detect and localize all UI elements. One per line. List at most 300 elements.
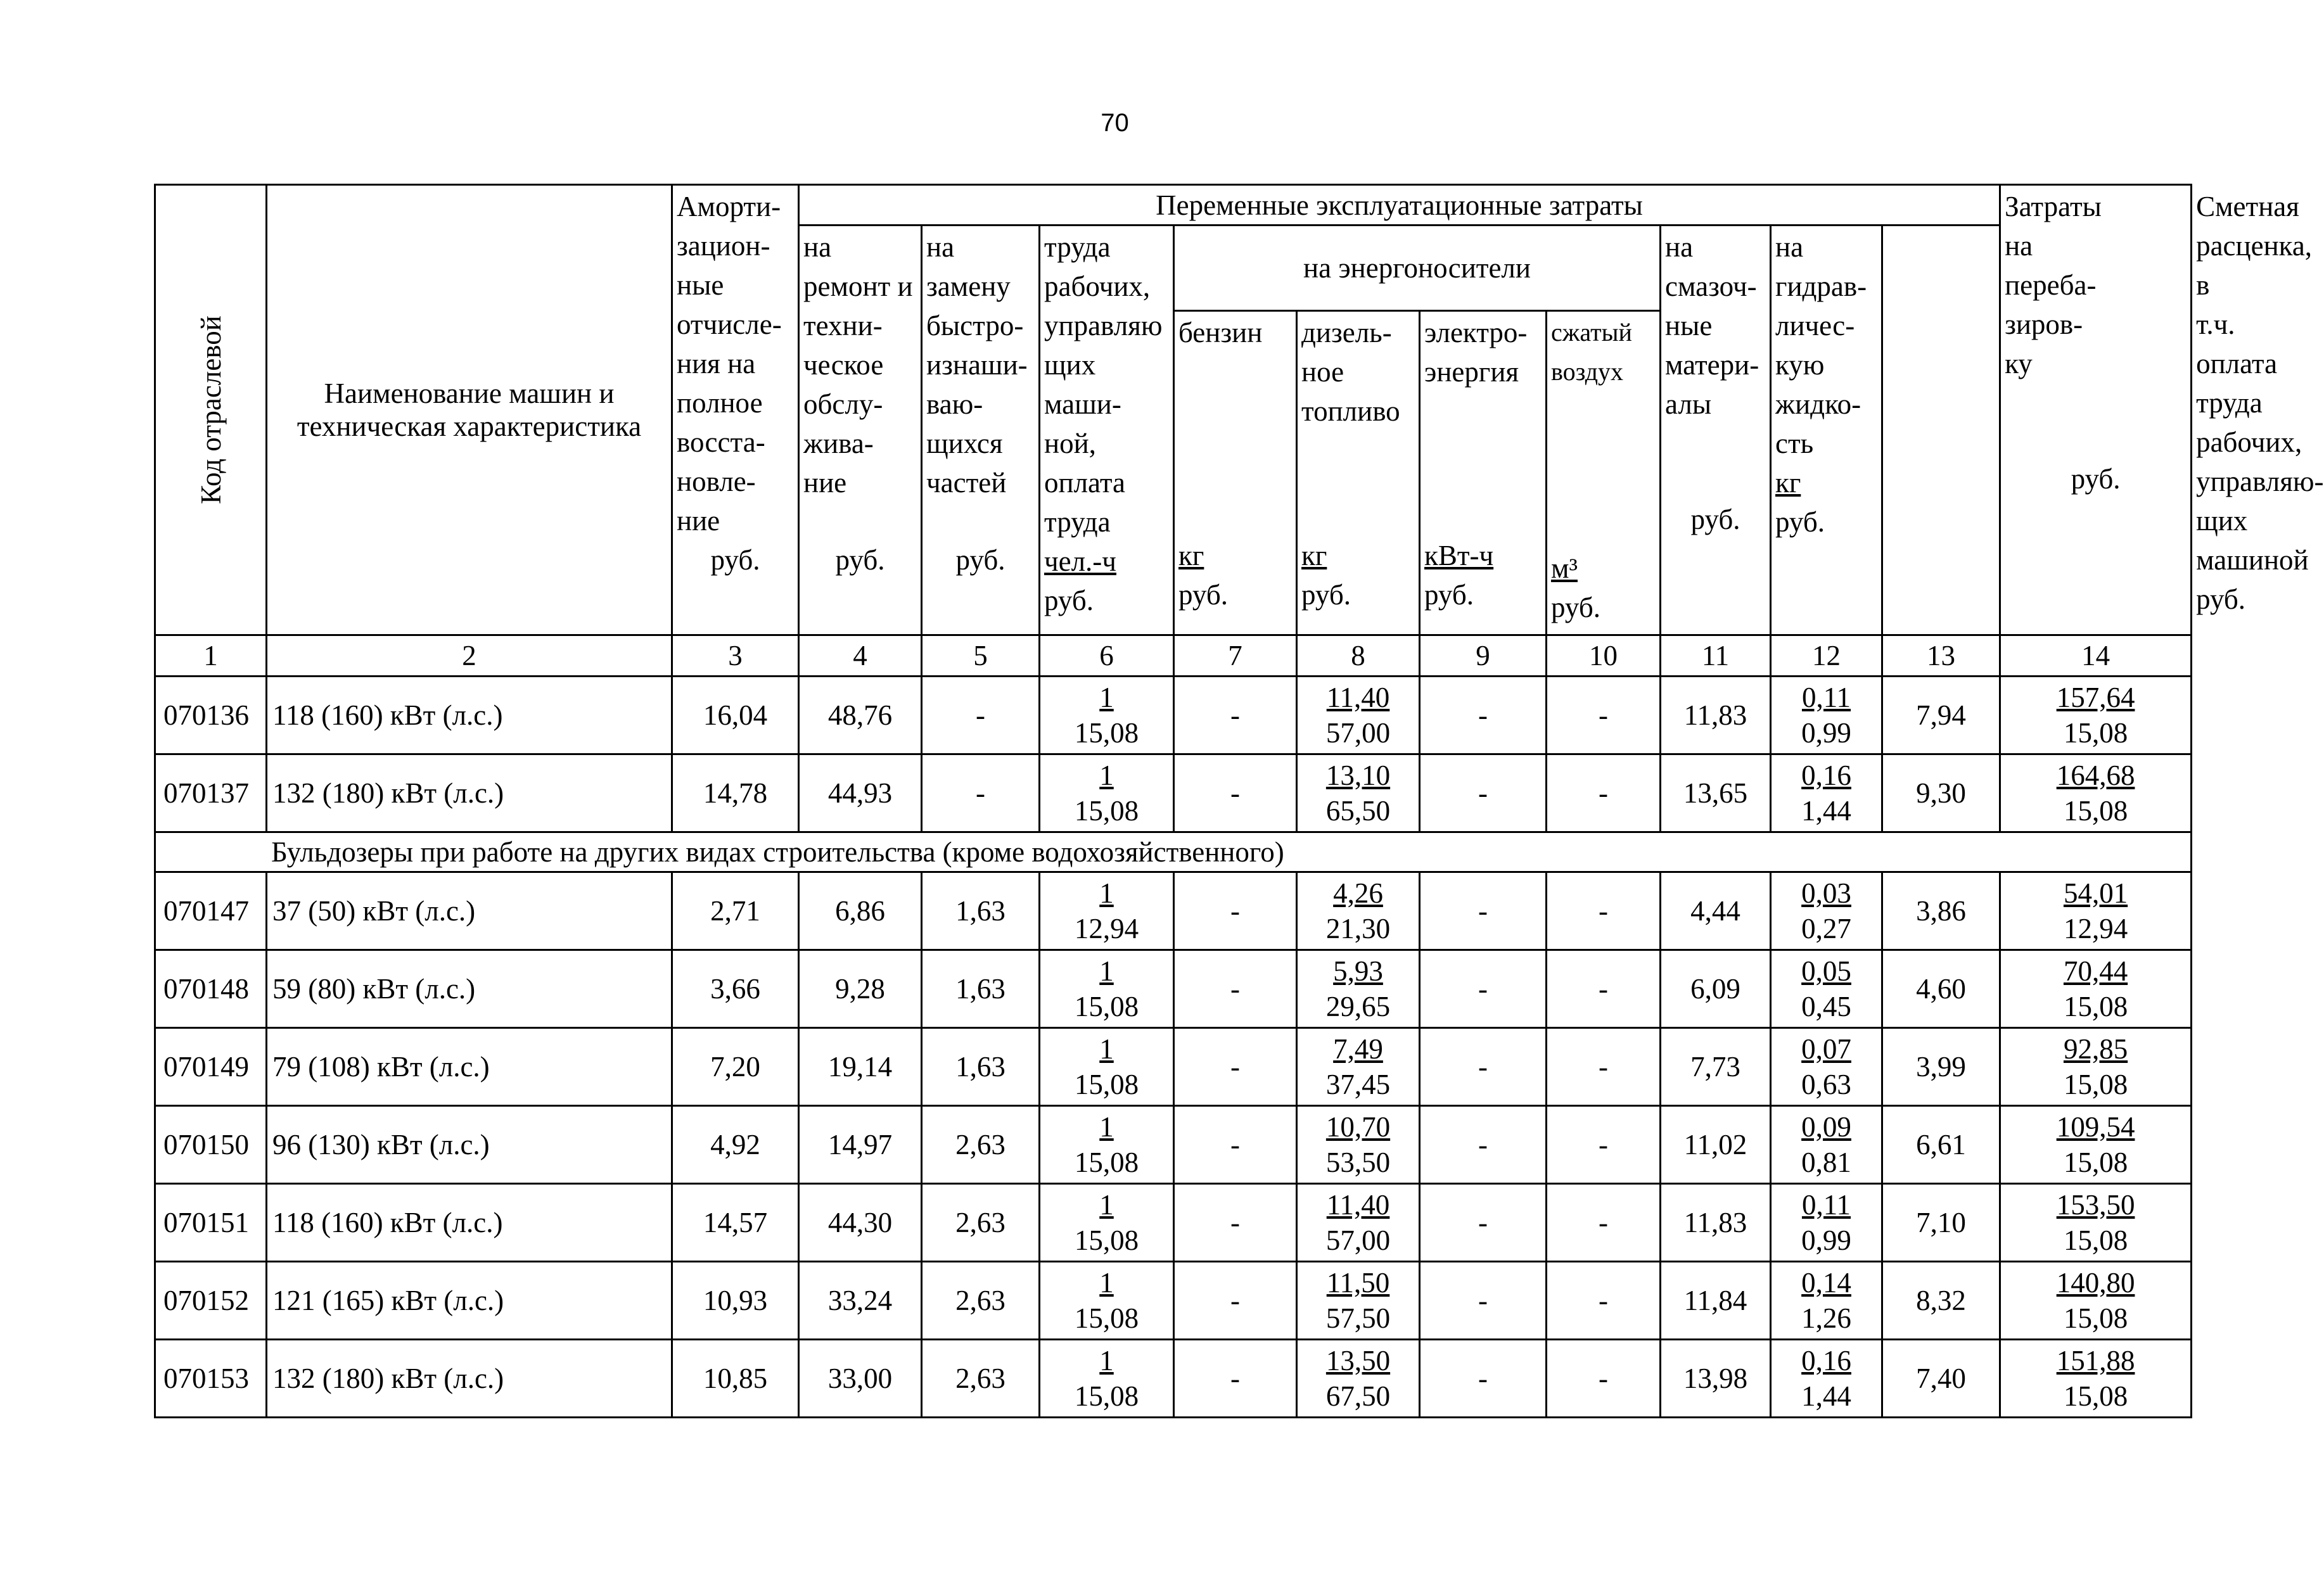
- cell-air: -: [1547, 1184, 1661, 1262]
- column-number: 9: [1420, 635, 1547, 677]
- header-electro-unit-top: кВт-ч: [1424, 539, 1494, 571]
- header-line: смазоч-: [1665, 270, 1757, 302]
- header-name: [267, 185, 672, 635]
- cell-hydraulic-bottom: 0,27: [1801, 913, 1851, 944]
- cell-name: 59 (80) кВт (л.с.): [267, 950, 672, 1028]
- header-hydraulic-lines: [1775, 227, 1877, 463]
- header-hydraulic: [1771, 226, 1882, 635]
- header-petrol-unit-bottom: руб.: [1178, 578, 1228, 611]
- header-labor-unit-top: чел.-ч: [1044, 545, 1116, 577]
- cell-code: 070149: [155, 1028, 267, 1106]
- header-line: ние: [803, 467, 847, 499]
- cell-estimate-fraction: [2057, 1109, 2135, 1180]
- table-row: [155, 677, 2192, 754]
- cell-diesel: [1297, 1184, 1420, 1262]
- cell-code: 070152: [155, 1262, 267, 1340]
- cell-air: -: [1547, 950, 1661, 1028]
- cell-petrol: -: [1174, 1028, 1297, 1106]
- cell-hydraulic-fraction: [1801, 1031, 1851, 1102]
- column-number: 2: [267, 635, 672, 677]
- header-line: ваю-: [926, 388, 983, 420]
- cell-electro: -: [1420, 1340, 1547, 1418]
- header-parts-unit: руб.: [955, 544, 1006, 576]
- cell-hydraulic-top: 0,09: [1801, 1111, 1851, 1143]
- cell-code: 070150: [155, 1106, 267, 1184]
- cell-amortization: 4,92: [672, 1106, 799, 1184]
- cell-petrol: -: [1174, 1184, 1297, 1262]
- cell-name: 121 (165) кВт (л.с.): [267, 1262, 672, 1340]
- header-diesel-lines: [1301, 313, 1415, 431]
- cell-electro: -: [1420, 1184, 1547, 1262]
- cell-estimate-top: 92,85: [2063, 1033, 2128, 1065]
- header-repair-lines: [803, 227, 917, 502]
- header-amortization-lines: [677, 187, 794, 540]
- cell-hydraulic: [1771, 950, 1882, 1028]
- header-line: частей: [926, 467, 1007, 499]
- cell-hydraulic: [1771, 1262, 1882, 1340]
- header-line: ку: [2005, 348, 2033, 379]
- cell-labor-top: 1: [1099, 1111, 1114, 1143]
- header-air-unit-bottom: руб.: [1551, 591, 1600, 623]
- cell-petrol: -: [1174, 677, 1297, 754]
- header-lubricants-lines: [1665, 227, 1766, 424]
- cell-labor-fraction: [1075, 1265, 1139, 1336]
- table-row: [155, 1106, 2192, 1184]
- header-line: техни-: [803, 310, 883, 341]
- column-number: 13: [1882, 635, 2000, 677]
- cell-estimate: [2000, 1340, 2192, 1418]
- cell-lubricants: 7,73: [1661, 1028, 1771, 1106]
- cell-labor-bottom: 15,08: [1074, 1302, 1139, 1334]
- header-line: замену: [926, 270, 1011, 302]
- cell-labor-fraction: [1075, 1343, 1139, 1414]
- header-line: ческое: [803, 349, 884, 381]
- header-labor-unit-bottom: руб.: [1044, 585, 1094, 616]
- cell-estimate-fraction: [2057, 1187, 2135, 1258]
- header-line: алы: [1665, 388, 1712, 420]
- cell-labor-fraction: [1075, 1031, 1139, 1102]
- cell-estimate-top: 157,64: [2056, 682, 2135, 713]
- header-line: дизель-: [1301, 316, 1392, 348]
- header-line: гидрав-: [1775, 270, 1867, 302]
- header-relocation-unit: руб.: [2071, 463, 2121, 495]
- cell-diesel-bottom: 57,50: [1325, 1302, 1391, 1334]
- header-line: жидко-: [1775, 388, 1861, 420]
- cell-hydraulic-bottom: 0,99: [1801, 1224, 1851, 1256]
- cell-parts: -: [922, 677, 1040, 754]
- cell-name: 96 (130) кВт (л.с.): [267, 1106, 672, 1184]
- cell-hydraulic: [1771, 1184, 1882, 1262]
- cell-labor-fraction: [1075, 875, 1139, 946]
- cell-estimate: [2000, 1262, 2192, 1340]
- cell-diesel-fraction: [1326, 1265, 1390, 1336]
- header-line: электро-: [1424, 316, 1528, 348]
- cell-hydraulic-fraction: [1801, 680, 1851, 751]
- header-line: изнаши-: [926, 349, 1028, 381]
- header-line: отчисле-: [677, 308, 782, 340]
- cell-estimate-top: 153,50: [2056, 1189, 2135, 1221]
- header-repair-unit: руб.: [835, 544, 885, 576]
- cell-hydraulic-bottom: 0,99: [1801, 717, 1851, 749]
- header-line: жива-: [803, 428, 874, 459]
- cell-name: 118 (160) кВт (л.с.): [267, 1184, 672, 1262]
- cell-estimate-top: 151,88: [2056, 1345, 2135, 1376]
- cell-estimate: [2000, 872, 2192, 950]
- cell-air: -: [1547, 1262, 1661, 1340]
- header-line: щих: [1044, 349, 1096, 381]
- cell-diesel-bottom: 21,30: [1325, 913, 1391, 944]
- header-line: Затраты: [2005, 191, 2102, 222]
- cell-hydraulic-top: 0,03: [1801, 877, 1851, 909]
- header-petrol-text: бензин: [1178, 316, 1263, 348]
- cell-diesel: [1297, 1340, 1420, 1418]
- column-number: 12: [1771, 635, 1882, 677]
- cell-petrol: -: [1174, 1340, 1297, 1418]
- cell-diesel-top: 5,93: [1333, 955, 1383, 987]
- header-labor: [1040, 226, 1174, 635]
- header-relocation: [2000, 185, 2192, 635]
- cell-amortization: 14,78: [672, 754, 799, 832]
- cell-amortization: 16,04: [672, 677, 799, 754]
- header-parts-lines: [926, 227, 1035, 502]
- cell-lubricants: 6,09: [1661, 950, 1771, 1028]
- cell-labor-top: 1: [1099, 760, 1114, 791]
- cell-labor-fraction: [1075, 953, 1139, 1024]
- cell-labor: [1040, 1184, 1174, 1262]
- cell-labor-top: 1: [1099, 1267, 1114, 1299]
- cell-diesel-fraction: [1326, 1109, 1390, 1180]
- header-line: восста-: [677, 426, 765, 458]
- cell-amortization: 7,20: [672, 1028, 799, 1106]
- cell-estimate-fraction: [2057, 1343, 2135, 1414]
- table-row: [155, 754, 2192, 832]
- cell-electro: -: [1420, 677, 1547, 754]
- header-petrol: [1174, 310, 1297, 635]
- cell-labor-bottom: 15,08: [1074, 1147, 1139, 1178]
- cell-electro: -: [1420, 1262, 1547, 1340]
- cell-estimate-fraction: [2057, 680, 2135, 751]
- cell-labor-bottom: 15,08: [1074, 1069, 1139, 1100]
- cell-repair: 6,86: [799, 872, 922, 950]
- header-line: ния на: [677, 348, 756, 379]
- cell-hydraulic: [1771, 754, 1882, 832]
- column-number: 8: [1297, 635, 1420, 677]
- cell-lubricants: 11,83: [1661, 1184, 1771, 1262]
- header-line: на: [803, 231, 832, 263]
- cell-estimate-fraction: [2064, 953, 2128, 1024]
- page-number: 70: [1101, 109, 1129, 137]
- table-row: [155, 1262, 2192, 1340]
- cell-lubricants: 11,02: [1661, 1106, 1771, 1184]
- cell-repair: 44,30: [799, 1184, 922, 1262]
- cell-diesel-fraction: [1326, 1343, 1390, 1414]
- cell-labor-bottom: 15,08: [1074, 717, 1139, 749]
- cell-diesel-bottom: 57,00: [1325, 1224, 1391, 1256]
- header-diesel: [1297, 310, 1420, 635]
- cell-estimate: [2000, 1106, 2192, 1184]
- cell-diesel: [1297, 754, 1420, 832]
- cell-relocation: 3,86: [1882, 872, 2000, 950]
- header-labor-lines: [1044, 227, 1169, 542]
- header-hydraulic-unit-top: кг: [1775, 467, 1801, 499]
- header-air: [1547, 310, 1661, 635]
- cell-hydraulic-fraction: [1801, 1187, 1851, 1258]
- column-number: 10: [1547, 635, 1661, 677]
- machine-cost-table: Код отраслевой Наименование машин и техническая характеристика Аморти- зацион- ные отчисле- ния на полное восста- новле- ние руб. Переменные эксплуатационные затраты Затраты на переба- зиров- ку руб. Сметная расценка, в т.ч. оплата труда рабочих, управляю- щих машиной руб. на ремонт и техни- ческое обслу- жива- ние руб. на замену быстро- изнаши- ваю- щихся частей руб. труда рабочих, управляю щих маши- ной, оплата труда чел.-ч руб. на энергоносители на смазоч- ные матери- алы руб. на гидрав- личес- кую жидко- сть кг руб. бензин кг руб. дизель- ное топливо кг руб. электро- энергия кВт-ч руб. сжатый воздух м³ руб. 1 2 3 4 5 6 7 8 9 10 11 12 13 14 070136 118 (160) кВт (л.с.) 16,04 48,76 - $\frac{1}{15,08}$ - $\frac{11,40}{57,00}$ - - 11,83 $\frac{0,11}{0,99}$ 7,94 $\frac{157,64}{15,08}$ 070137 132 (180) кВт (л.с.) 14,78 44,93 - $\frac{1}{15,08}$ - $\frac{13,10}{65,50}$ - - 13,65 $\frac{0,16}{1,44}$ 9,30 $\frac{164,68}{15,08}$ Бульдозеры при работе на других видах строительства (кроме водохозяйственного) 070147 37 (50) кВт (л.с.) 2,71 6,86 1,63 $\frac{1}{12,94}$ - $\frac{4,26}{21,30}$ - - 4,44 $\frac{0,03}{0,27}$ 3,86 $\frac{54,01}{12,94}$ 070148 59 (80) кВт (л.с.) 3,66 9,28 1,63 $\frac{1}{15,08}$ - $\frac{5,93}{29,65}$ - - 6,09 $\frac{0,05}{0,45}$ 4,60 $\frac{70,44}{15,08}$ 070149 79 (108) кВт (л.с.) 7,20 19,14 1,63 $\frac{1}{15,08}$ - $\frac{7,49}{37,45}$ - - 7,73 $\frac{0,07}{0,63}$ 3,99 $\frac{92,85}{15,08}$ 070150 96 (130) кВт (л.с.) 4,92 14,97 2,63 $\frac{1}{15,08}$ - $\frac{10,70}{53,50}$ - - 11,02 $\frac{0,09}{0,81}$ 6,61 $\frac{109,54}{15,08}$ 070151 118 (160) кВт (л.с.) 14,57 44,30 2,63 $\frac{1}{15,08}$ - $\frac{11,40}{57,00}$ - - 11,83 $\frac{0,11}{0,99}$ 7,10 $\frac{153,50}{15,08}$ 070152 121 (165) кВт (л.с.) 10,93 33,24 2,63 $\frac{1}{15,08}$ - $\frac{11,50}{57,50}$ - - 11,84 $\frac{0,14}{1,26}$ 8,32 $\frac{140,80}{15,08}$ 070153 132 (180) кВт (л.с.) 10,85 33,00 2,63 $\frac{1}{15,08}$ - $\frac{13,50}{67,50}$ - - 13,98 $\frac{0,16}{1,44}$ 7,40 $\frac{151,88}{15,08}$: [154, 184, 2192, 1418]
- cell-amortization: 10,93: [672, 1262, 799, 1340]
- cell-hydraulic-bottom: 1,44: [1801, 1380, 1851, 1412]
- column-number: 1: [155, 635, 267, 677]
- header-line: сть: [1775, 428, 1814, 459]
- cell-labor-top: 1: [1099, 1189, 1114, 1221]
- cell-hydraulic: [1771, 1106, 1882, 1184]
- cell-air: -: [1547, 754, 1661, 832]
- cell-estimate: [2000, 1028, 2192, 1106]
- cell-labor-top: 1: [1099, 1033, 1114, 1065]
- cell-name: 118 (160) кВт (л.с.): [267, 677, 672, 754]
- cell-hydraulic-bottom: 0,45: [1801, 991, 1851, 1022]
- header-line: рабочих,: [1044, 270, 1151, 302]
- cell-parts: 2,63: [922, 1106, 1040, 1184]
- cell-estimate-bottom: 15,08: [2063, 795, 2128, 827]
- cell-relocation: 4,60: [1882, 950, 2000, 1028]
- header-petrol-unit-top: кг: [1178, 539, 1204, 571]
- cell-amortization: 14,57: [672, 1184, 799, 1262]
- cell-estimate-top: 140,80: [2056, 1267, 2135, 1299]
- cell-parts: -: [922, 754, 1040, 832]
- cell-estimate-bottom: 15,08: [2063, 717, 2128, 749]
- column-number: 14: [2000, 635, 2192, 677]
- column-number: 7: [1174, 635, 1297, 677]
- cell-estimate-bottom: 15,08: [2063, 1147, 2128, 1178]
- header-line: на: [1665, 231, 1694, 263]
- cell-hydraulic: [1771, 1340, 1882, 1418]
- cell-labor: [1040, 677, 1174, 754]
- cell-diesel-top: 13,50: [1325, 1345, 1391, 1376]
- cell-parts: 2,63: [922, 1262, 1040, 1340]
- cell-labor: [1040, 1340, 1174, 1418]
- cell-air: -: [1547, 1028, 1661, 1106]
- cell-repair: 33,00: [799, 1340, 922, 1418]
- column-number: 3: [672, 635, 799, 677]
- cell-estimate-top: 70,44: [2063, 955, 2128, 987]
- cell-petrol: -: [1174, 1262, 1297, 1340]
- cell-labor-bottom: 15,08: [1074, 1224, 1139, 1256]
- cell-estimate-fraction: [2064, 875, 2128, 946]
- header-line: труда: [1044, 506, 1111, 538]
- header-line: труда: [1044, 231, 1111, 263]
- header-electro: [1420, 310, 1547, 635]
- header-line: Аморти-: [677, 191, 781, 222]
- section-header-row: [155, 832, 2192, 872]
- header-line: маши-: [1044, 388, 1121, 420]
- cell-labor-fraction: [1075, 680, 1139, 751]
- cell-estimate-bottom: 15,08: [2063, 1302, 2128, 1334]
- cell-repair: 9,28: [799, 950, 922, 1028]
- cell-labor: [1040, 950, 1174, 1028]
- cell-repair: 19,14: [799, 1028, 922, 1106]
- cell-diesel-bottom: 57,00: [1325, 717, 1391, 749]
- header-variable-costs: Переменные эксплуатационные затраты: [799, 185, 2000, 226]
- cell-diesel-top: 7,49: [1333, 1033, 1383, 1065]
- header-line: энергия: [1424, 355, 1519, 388]
- cell-hydraulic-bottom: 0,63: [1801, 1069, 1851, 1100]
- cell-repair: 33,24: [799, 1262, 922, 1340]
- header-line: на: [1775, 231, 1804, 263]
- cell-labor: [1040, 754, 1174, 832]
- cell-petrol: -: [1174, 872, 1297, 950]
- cell-labor: [1040, 1106, 1174, 1184]
- cell-air: -: [1547, 1340, 1661, 1418]
- header-repair: [799, 226, 922, 635]
- header-hydraulic-unit-bottom: руб.: [1775, 506, 1825, 538]
- header-line: полное: [677, 387, 763, 419]
- cell-code: 070136: [155, 677, 267, 754]
- cell-estimate-bottom: 12,94: [2063, 913, 2128, 944]
- cell-diesel-bottom: 67,50: [1325, 1380, 1391, 1412]
- cell-electro: -: [1420, 872, 1547, 950]
- cell-amortization: 3,66: [672, 950, 799, 1028]
- cell-diesel-bottom: 29,65: [1325, 991, 1391, 1022]
- header-line: ной,: [1044, 428, 1096, 459]
- cell-name: 37 (50) кВт (л.с.): [267, 872, 672, 950]
- cell-relocation: 3,99: [1882, 1028, 2000, 1106]
- header-line: ное: [1301, 355, 1344, 388]
- header-line: управляю: [1044, 310, 1163, 341]
- cell-code: 070147: [155, 872, 267, 950]
- header-amortization-unit: руб.: [710, 544, 760, 576]
- cell-diesel: [1297, 950, 1420, 1028]
- cell-electro: -: [1420, 950, 1547, 1028]
- header-line: на: [2005, 230, 2033, 262]
- column-number-row: [155, 635, 2192, 677]
- header-line: оплата: [1044, 467, 1126, 499]
- header-line: быстро-: [926, 310, 1024, 341]
- cell-lubricants: 4,44: [1661, 872, 1771, 950]
- cell-estimate-bottom: 15,08: [2063, 1224, 2128, 1256]
- table-row: [155, 872, 2192, 950]
- cell-estimate: [2000, 754, 2192, 832]
- cell-hydraulic: [1771, 872, 1882, 950]
- header-line: ные: [1665, 310, 1713, 341]
- cell-repair: 48,76: [799, 677, 922, 754]
- cell-relocation: 7,40: [1882, 1340, 2000, 1418]
- cell-petrol: -: [1174, 950, 1297, 1028]
- cell-diesel-fraction: [1326, 1187, 1390, 1258]
- cell-diesel-top: 11,40: [1326, 1189, 1390, 1221]
- cell-parts: 2,63: [922, 1340, 1040, 1418]
- cell-code: 070151: [155, 1184, 267, 1262]
- header-line: новле-: [677, 466, 756, 497]
- cell-estimate: [2000, 677, 2192, 754]
- cell-relocation: 8,32: [1882, 1262, 2000, 1340]
- table-row: [155, 1028, 2192, 1106]
- cell-estimate: [2000, 950, 2192, 1028]
- cell-diesel: [1297, 677, 1420, 754]
- cell-hydraulic-fraction: [1801, 875, 1851, 946]
- header-code: [155, 185, 267, 635]
- cell-name: 132 (180) кВт (л.с.): [267, 1340, 672, 1418]
- cell-relocation: 7,94: [1882, 677, 2000, 754]
- cell-name: 132 (180) кВт (л.с.): [267, 754, 672, 832]
- cell-estimate-bottom: 15,08: [2063, 1380, 2128, 1412]
- cell-repair: 14,97: [799, 1106, 922, 1184]
- header-line: воздух: [1551, 357, 1624, 386]
- cell-estimate: [2000, 1184, 2192, 1262]
- column-number: 5: [922, 635, 1040, 677]
- section-title: Бульдозеры при работе на других видах строительства (кроме водохозяйственного): [155, 832, 2192, 872]
- cell-hydraulic-fraction: [1801, 1343, 1851, 1414]
- cell-estimate-top: 109,54: [2056, 1111, 2135, 1143]
- cell-amortization: 2,71: [672, 872, 799, 950]
- header-electro-lines: [1424, 313, 1542, 391]
- cell-diesel-bottom: 65,50: [1325, 795, 1391, 827]
- cell-labor: [1040, 872, 1174, 950]
- cell-labor-fraction: [1075, 1109, 1139, 1180]
- cell-code: 070137: [155, 754, 267, 832]
- header-amortization: [672, 185, 799, 635]
- cell-hydraulic-fraction: [1801, 758, 1851, 829]
- cell-code: 070153: [155, 1340, 267, 1418]
- cell-hydraulic-top: 0,14: [1801, 1267, 1851, 1299]
- cell-relocation: 7,10: [1882, 1184, 2000, 1262]
- header-line: матери-: [1665, 349, 1759, 381]
- cell-diesel: [1297, 1106, 1420, 1184]
- table-row: [155, 950, 2192, 1028]
- cell-repair: 44,93: [799, 754, 922, 832]
- cell-diesel: [1297, 872, 1420, 950]
- cell-air: -: [1547, 872, 1661, 950]
- cell-air: -: [1547, 1106, 1661, 1184]
- cell-lubricants: 13,98: [1661, 1340, 1771, 1418]
- cell-labor-bottom: 15,08: [1074, 1380, 1139, 1412]
- header-lubricants-unit: руб.: [1690, 504, 1740, 535]
- cell-labor: [1040, 1028, 1174, 1106]
- header-line: личес-: [1775, 310, 1855, 341]
- cell-labor: [1040, 1262, 1174, 1340]
- cell-labor-top: 1: [1099, 682, 1114, 713]
- cell-lubricants: 11,84: [1661, 1262, 1771, 1340]
- cell-diesel-fraction: [1326, 680, 1390, 751]
- header-line: топливо: [1301, 395, 1400, 427]
- cell-amortization: 10,85: [672, 1340, 799, 1418]
- cell-air: -: [1547, 677, 1661, 754]
- cell-hydraulic-top: 0,05: [1801, 955, 1851, 987]
- header-energy: на энергоносители: [1174, 226, 1661, 311]
- cell-diesel-bottom: 37,45: [1325, 1069, 1391, 1100]
- cell-estimate-top: 54,01: [2063, 877, 2128, 909]
- cell-hydraulic-top: 0,11: [1801, 1189, 1851, 1221]
- header-air-lines: [1551, 313, 1656, 391]
- column-number: 4: [799, 635, 922, 677]
- cell-diesel-top: 13,10: [1325, 760, 1391, 791]
- header-line: на: [926, 231, 955, 263]
- header-line: ные: [677, 269, 724, 301]
- column-number: 11: [1661, 635, 1771, 677]
- cell-code: 070148: [155, 950, 267, 1028]
- cell-parts: 1,63: [922, 872, 1040, 950]
- cell-diesel-fraction: [1326, 953, 1390, 1024]
- cell-diesel-top: 4,26: [1333, 877, 1383, 909]
- cell-hydraulic: [1771, 677, 1882, 754]
- cell-relocation: 6,61: [1882, 1106, 2000, 1184]
- cell-lubricants: 13,65: [1661, 754, 1771, 832]
- column-number: 6: [1040, 635, 1174, 677]
- cell-diesel-top: 10,70: [1325, 1111, 1391, 1143]
- cell-lubricants: 11,83: [1661, 677, 1771, 754]
- cell-labor-bottom: 15,08: [1074, 991, 1139, 1022]
- cell-diesel-fraction: [1326, 758, 1390, 829]
